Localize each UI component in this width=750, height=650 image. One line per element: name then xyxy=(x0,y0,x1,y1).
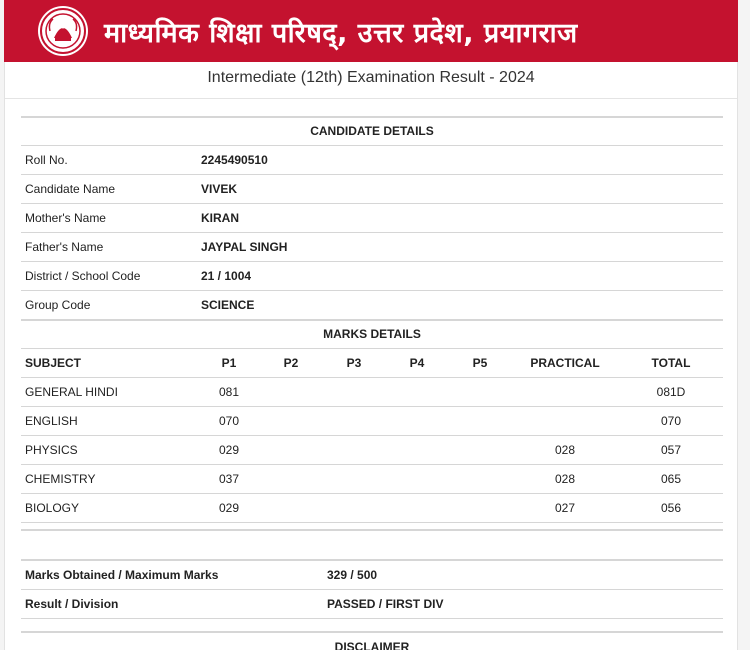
up-govt-emblem-icon xyxy=(38,6,88,56)
site-header xyxy=(4,0,738,62)
result-table xyxy=(21,116,723,650)
roll-number: 2245490510 xyxy=(201,153,268,167)
mark-p1: 029 xyxy=(218,443,240,457)
candidate-row-mother xyxy=(21,204,723,233)
column-header-total: TOTAL xyxy=(651,356,691,370)
mark-p1: 037 xyxy=(218,472,240,486)
board-title: माध्यमिक शिक्षा परिषद्, उत्तर प्रदेश, प्रयागराज xyxy=(104,17,578,49)
table-row xyxy=(21,465,723,494)
field-label: Candidate Name xyxy=(25,182,116,196)
candidate-row-father xyxy=(21,233,723,262)
table-spacer xyxy=(21,531,723,559)
mark-total: 065 xyxy=(660,472,682,486)
column-header-p2: P2 xyxy=(283,356,299,370)
table-row xyxy=(21,436,723,465)
candidate-row-name xyxy=(21,175,723,204)
column-header-p5: P5 xyxy=(472,356,488,370)
mark-total: 057 xyxy=(660,443,682,457)
candidate-row-group xyxy=(21,291,723,319)
marks-total-value: 329 / 500 xyxy=(327,568,378,582)
table-row xyxy=(21,378,723,407)
mark-p1: 081 xyxy=(218,385,240,399)
candidate-row-roll xyxy=(21,146,723,175)
father-name: JAYPAL SINGH xyxy=(201,240,288,254)
marks-details-heading: MARKS DETAILS xyxy=(21,319,723,349)
result-division-row xyxy=(21,590,723,619)
column-header-p3: P3 xyxy=(346,356,362,370)
result-division-label: Result / Division xyxy=(25,597,119,611)
table-divider xyxy=(21,523,723,531)
field-label: District / School Code xyxy=(25,269,141,283)
result-card xyxy=(4,62,738,650)
table-row xyxy=(21,407,723,436)
table-row xyxy=(21,494,723,523)
marks-header-row xyxy=(21,349,723,378)
district-school-code: 21 / 1004 xyxy=(201,269,252,283)
mark-total: 081D xyxy=(656,385,686,399)
column-header-practical: PRACTICAL xyxy=(530,356,600,370)
mark-p1: 029 xyxy=(218,501,240,515)
disclaimer-heading: DISCLAIMER xyxy=(21,631,723,650)
subject-name: CHEMISTRY xyxy=(25,472,96,486)
mark-total: 056 xyxy=(660,501,682,515)
subject-name: BIOLOGY xyxy=(25,501,80,515)
mark-practical: 028 xyxy=(554,472,576,486)
column-header-subject: SUBJECT xyxy=(25,356,82,370)
mark-p1: 070 xyxy=(218,414,240,428)
candidate-name: VIVEK xyxy=(201,182,238,196)
page-title: Intermediate (12th) Examination Result - 2024 xyxy=(5,62,737,99)
marks-rows xyxy=(21,378,723,523)
group-code: SCIENCE xyxy=(201,298,255,312)
field-label: Group Code xyxy=(25,298,91,312)
subject-name: GENERAL HINDI xyxy=(25,385,118,399)
mark-practical: 027 xyxy=(554,501,576,515)
candidate-row-school xyxy=(21,262,723,291)
result-division-value: PASSED / FIRST DIV xyxy=(327,597,444,611)
marks-total-row xyxy=(21,559,723,590)
candidate-details xyxy=(21,146,723,319)
mark-practical: 028 xyxy=(554,443,576,457)
column-header-p4: P4 xyxy=(409,356,425,370)
field-label: Father's Name xyxy=(25,240,104,254)
field-label: Roll No. xyxy=(25,153,68,167)
subject-name: PHYSICS xyxy=(25,443,78,457)
marks-total-label: Marks Obtained / Maximum Marks xyxy=(25,568,219,582)
mother-name: KIRAN xyxy=(201,211,239,225)
column-header-p1: P1 xyxy=(221,356,237,370)
field-label: Mother's Name xyxy=(25,211,106,225)
subject-name: ENGLISH xyxy=(25,414,78,428)
candidate-details-heading: CANDIDATE DETAILS xyxy=(21,116,723,146)
disclaimer-spacer xyxy=(21,619,723,631)
mark-total: 070 xyxy=(660,414,682,428)
